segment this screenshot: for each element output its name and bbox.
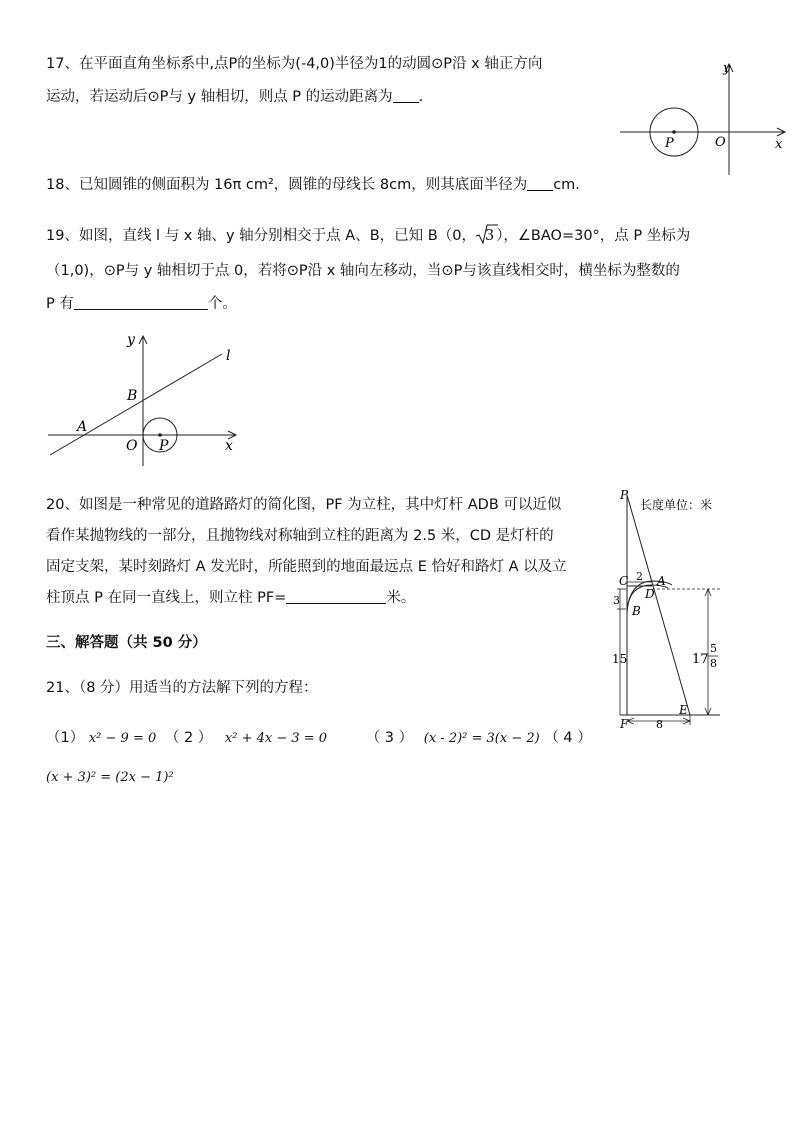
q18-end: cm. <box>553 177 580 193</box>
q20-figure <box>612 485 792 735</box>
q19-center-dot <box>158 433 162 437</box>
q17-label-y: y <box>723 61 731 76</box>
q20-line4-a: 柱顶点 P 在同一直线上，则立柱 PF= <box>46 590 287 606</box>
q19-label-a: A <box>77 419 88 435</box>
q21-equation-3: (x - 2)² = 3(x − 2) <box>423 731 540 746</box>
q17-label-x: x <box>775 137 783 152</box>
q19-line3-b: 个。 <box>207 296 237 312</box>
q21-equation-4: (x + 3)² = (2x − 1)² <box>46 770 174 785</box>
q19-sqrt <box>476 226 494 246</box>
q20-dim-8: 8 <box>656 718 663 731</box>
q20-unit-label: 长度单位：米 <box>640 498 713 512</box>
q18-line <box>46 175 580 195</box>
q17-center-dot <box>672 130 676 134</box>
radical-sign-icon <box>476 224 498 246</box>
q20-label-d: D <box>645 587 655 601</box>
q21-equation-4-row <box>46 767 174 788</box>
q20-line2: 看作某抛物线的一部分，且抛物线对称轴到立柱的距离为 2.5 米，CD 是灯杆的 <box>46 528 554 544</box>
q20-answer-blank <box>286 588 386 604</box>
q19-line1 <box>46 226 690 246</box>
q20-dim-3: 3 <box>613 594 620 607</box>
q17-line2 <box>46 87 423 107</box>
q19-line3-a: P 有 <box>46 296 74 312</box>
q21-equation-1: x² − 9 = 0 <box>88 731 157 746</box>
q19-label-p: P <box>159 438 169 454</box>
q20-frac-den: 8 <box>710 657 717 670</box>
q17-line2-text: 运动，若运动后⊙P与 y 轴相切，则点 P 的运动距离为 <box>46 89 393 105</box>
q20-label-e: E <box>679 703 688 717</box>
q19-line2: （1,0)，⊙P与 y 轴相切于点 0，若将⊙P沿 x 轴向左移动，当⊙P与该直线相交时，横坐标为整数的 <box>46 263 680 279</box>
q19-figure <box>44 328 244 468</box>
q18-text: 18、已知圆锥的侧面积为 16π cm²，圆锥的母线长 8cm，则其底面半径为 <box>46 177 528 193</box>
q20-label-c: C <box>619 574 629 588</box>
q19-answer-blank <box>74 294 208 310</box>
q20-line4-b: 米。 <box>386 590 416 606</box>
q19-label-y: y <box>127 332 135 348</box>
q17-label-p: P <box>665 136 674 151</box>
q19-line3 <box>46 294 237 314</box>
q20-label-p: P <box>620 488 629 502</box>
q20-dim-2: 2 <box>636 570 643 583</box>
q21-equation-2: x² + 4x − 3 = 0 <box>224 731 328 746</box>
q20-label-b: B <box>632 604 641 618</box>
q21-intro: 21、（8 分）用适当的方法解下列的方程： <box>46 680 318 696</box>
q17-line1: 17、在平面直角坐标系中,点P的坐标为(-4,0)半径为1的动圆⊙P沿 x 轴正方向 <box>46 56 543 72</box>
q20-dim-17: 17 <box>692 652 709 667</box>
q19-line1-b: ），∠BAO=30°，点 P 坐标为 <box>496 228 691 244</box>
q20-line4 <box>46 588 415 608</box>
q20-frac-num: 5 <box>710 642 717 655</box>
q17-line2-end: . <box>418 89 424 105</box>
q19-label-o: O <box>126 438 138 454</box>
q19-line1-a: 19、如图，直线 l 与 x 轴、y 轴分别相交于点 A、B，已知 B（0， <box>46 228 476 244</box>
q20-label-a: A <box>657 574 666 588</box>
q17-answer-blank <box>393 87 419 103</box>
q19-label-l: l <box>226 348 231 364</box>
q17-figure <box>615 58 790 183</box>
q19-label-b: B <box>127 388 138 404</box>
q21-p1-label: （1） <box>46 730 85 746</box>
q20-line1: 20、如图是一种常见的道路路灯的简化图，PF 为立柱，其中灯杆 ADB 可以近似 <box>46 497 562 513</box>
q20-dim-15: 15 <box>612 652 628 666</box>
q21-p2-label: （ 2 ） <box>164 730 213 746</box>
q19-label-x: x <box>225 438 233 454</box>
q17-label-o: O <box>715 135 726 150</box>
q18-answer-blank <box>527 175 553 191</box>
section-3-title: 三、解答题（共 50 分） <box>46 635 207 651</box>
q20-label-f: F <box>620 717 629 731</box>
q20-line3: 固定支架，某时刻路灯 A 发光时，所能照到的地面最远点 E 恰好和路灯 A 以及立 <box>46 559 567 575</box>
q21-p4-label: （ 4 ） <box>544 730 592 746</box>
q21-equations-row <box>46 728 592 749</box>
q21-p3-label: （ 3 ） <box>365 730 414 746</box>
q19-sqrt-value: 3 <box>484 228 495 244</box>
